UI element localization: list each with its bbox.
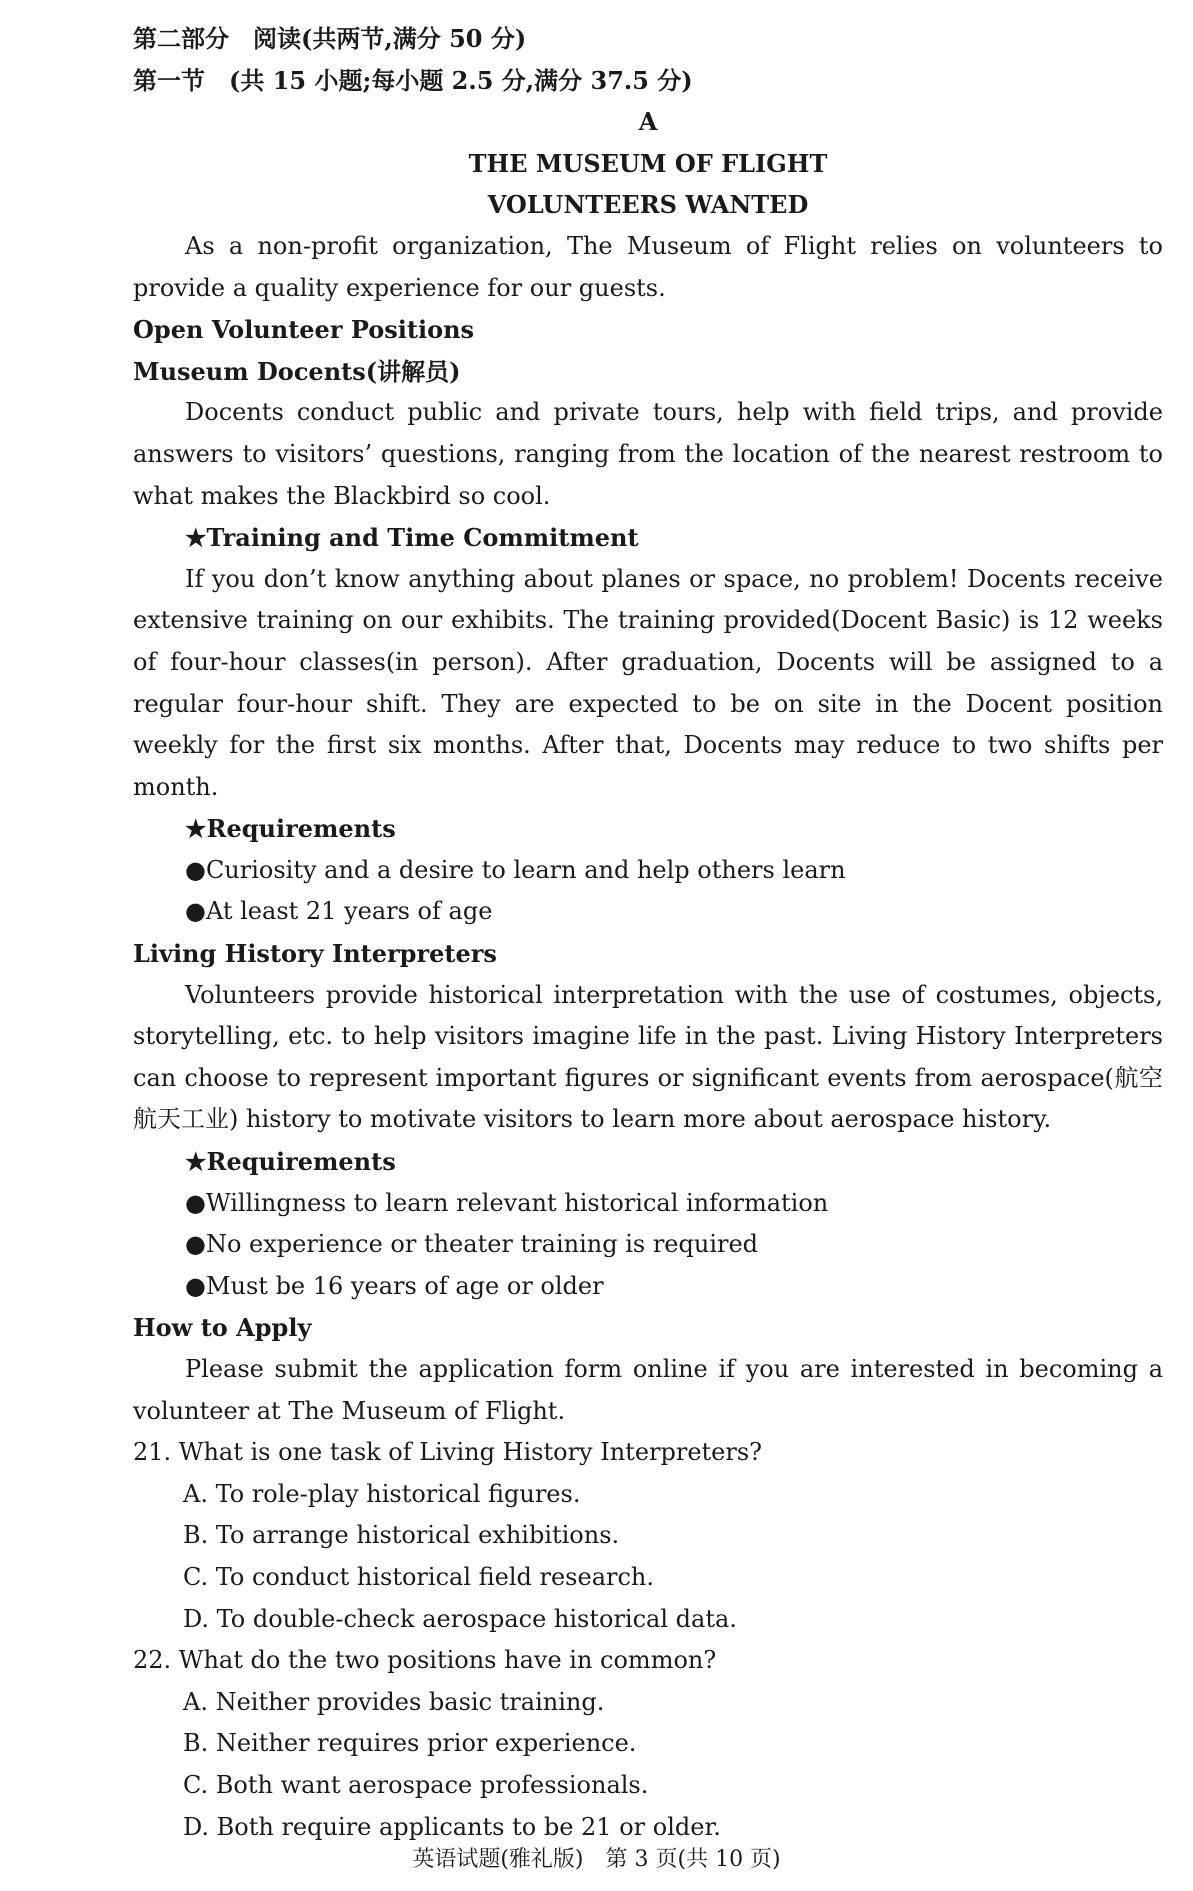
apply-paragraph: Please submit the application form online if you are interested in becoming a volunteer at The Museum of Flight. bbox=[133, 1355, 1163, 1425]
docents-heading: Museum Docents(讲解员) bbox=[133, 356, 461, 386]
docent-requirements-heading: ★Requirements bbox=[185, 814, 396, 844]
requirement-item: ●No experience or theater training is required bbox=[185, 1230, 759, 1259]
option: D. To double-check aerospace historical data. bbox=[183, 1604, 737, 1633]
passage-title: THE MUSEUM OF FLIGHT bbox=[468, 148, 828, 178]
training-heading: ★Training and Time Commitment bbox=[185, 523, 639, 553]
part-heading: 第二部分 阅读(共两节,满分 50 分) bbox=[133, 24, 527, 53]
exam-page bbox=[133, 18, 1163, 1848]
section-heading: 第一节 (共 15 小题;每小题 2.5 分,满分 37.5 分) bbox=[133, 65, 693, 95]
requirement-item: ●Curiosity and a desire to learn and help others learn bbox=[185, 855, 846, 884]
option: B. Neither requires prior experience. bbox=[183, 1729, 637, 1758]
interpreter-requirements-heading: ★Requirements bbox=[185, 1147, 396, 1177]
option: A. To role-play historical figures. bbox=[183, 1479, 581, 1508]
option: C. To conduct historical field research. bbox=[183, 1562, 654, 1591]
how-to-apply-heading: How to Apply bbox=[133, 1313, 312, 1343]
question-22-stem: 22. What do the two positions have in common? bbox=[133, 1646, 717, 1675]
option: C. Both want aerospace professionals. bbox=[183, 1770, 649, 1799]
option: B. To arrange historical exhibitions. bbox=[183, 1521, 620, 1550]
option: A. Neither provides basic training. bbox=[183, 1687, 605, 1716]
open-positions-heading: Open Volunteer Positions bbox=[133, 315, 475, 345]
requirement-item: ●Must be 16 years of age or older bbox=[185, 1271, 604, 1300]
question-21-stem: 21. What is one task of Living History Interpreters? bbox=[133, 1438, 763, 1467]
passage-subtitle: VOLUNTEERS WANTED bbox=[487, 190, 809, 220]
requirement-item: ●At least 21 years of age bbox=[185, 897, 493, 926]
option: D. Both require applicants to be 21 or older. bbox=[183, 1812, 721, 1841]
interpreters-paragraph: Volunteers provide historical interpretation with the use of costumes, objects, storytelling, etc. to help visitors imagine life in the past. Living History Interpreters can choose to represent important figures or significant events from aerospace(航空航天工业) history to motivate visitors to learn more about aerospace history. bbox=[133, 980, 1163, 1134]
requirement-item: ●Willingness to learn relevant historical information bbox=[185, 1188, 829, 1217]
interpreters-heading: Living History Interpreters bbox=[133, 939, 497, 969]
docents-paragraph: Docents conduct public and private tours, help with field trips, and provide answers to visitors’ questions, ranging from the location of the nearest restroom to what makes the Blackbird so cool. bbox=[133, 398, 1163, 510]
page-footer: 英语试题(雅礼版) 第 3 页(共 10 页) bbox=[412, 1847, 781, 1872]
intro-paragraph: As a non-profit organization, The Museum of Flight relies on volunteers to provide a quality experience for our guests. bbox=[133, 231, 1163, 302]
passage-letter: A bbox=[638, 107, 658, 137]
training-paragraph: If you don’t know anything about planes or space, no problem! Docents receive extensive training on our exhibits. The training provided(Docent Basic) is 12 weeks of four-hour classes(in person). After graduation, Docents will be assigned to a regular four-hour shift. They are expected to be on site in the Docent position weekly for the first six months. After that, Docents may reduce to two shifts per month. bbox=[133, 564, 1163, 801]
